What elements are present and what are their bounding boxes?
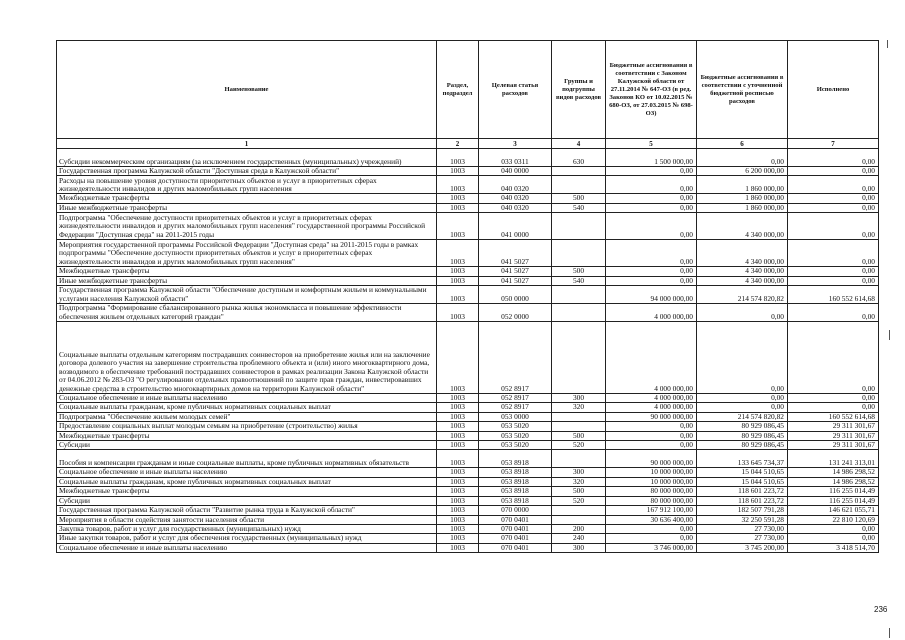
column-number: 7 <box>788 139 879 149</box>
row-name: Расходы на повышение уровня доступности приоритетных объектов и услуг в приоритетных сферах жизнедеятельности инвалидов и других маломобильных групп населения <box>57 176 437 194</box>
row-refined-allocation: 1 860 000,00 <box>697 176 788 194</box>
row-expense-group <box>552 322 606 394</box>
row-law-allocation: 30 636 400,00 <box>606 515 697 524</box>
row-refined-allocation: 15 044 510,65 <box>697 468 788 477</box>
table-row <box>57 286 879 304</box>
table-row <box>57 543 879 552</box>
row-refined-allocation: 118 601 223,72 <box>697 496 788 505</box>
row-executed: 0,00 <box>788 304 879 322</box>
row-refined-allocation: 4 340 000,00 <box>697 240 788 267</box>
table-row <box>57 167 879 176</box>
row-target-article: 070 0000 <box>479 506 552 515</box>
table-row <box>57 149 879 167</box>
row-executed: 14 986 298,52 <box>788 468 879 477</box>
row-law-allocation: 0,00 <box>606 524 697 533</box>
row-name: Государственная программа Калужской области "Доступная среда в Калужской области" <box>57 167 437 176</box>
row-law-allocation: 4 000 000,00 <box>606 304 697 322</box>
row-section: 1003 <box>437 468 479 477</box>
row-section: 1003 <box>437 477 479 486</box>
row-section: 1003 <box>437 176 479 194</box>
row-name: Субсидии <box>57 496 437 505</box>
row-target-article: 053 8918 <box>479 450 552 468</box>
header-expense-group: Группы и подгруппы видов расходов <box>552 41 606 139</box>
margin-mark <box>889 628 890 638</box>
row-section: 1003 <box>437 534 479 543</box>
row-executed: 0,00 <box>788 213 879 240</box>
header-name: Наименование <box>57 41 437 139</box>
row-expense-group: 240 <box>552 534 606 543</box>
row-section: 1003 <box>437 450 479 468</box>
row-name: Иные закупки товаров, работ и услуг для обеспечения государственных (муниципальных) нужд <box>57 534 437 543</box>
row-law-allocation: 10 000 000,00 <box>606 477 697 486</box>
column-number: 3 <box>479 139 552 149</box>
row-executed: 0,00 <box>788 240 879 267</box>
row-target-article: 052 0000 <box>479 304 552 322</box>
row-section: 1003 <box>437 322 479 394</box>
row-name: Пособия и компенсации гражданам и иные социальные выплаты, кроме публичных нормативных обязательств <box>57 450 437 468</box>
row-name: Мероприятия в области содействия занятости населения области <box>57 515 437 524</box>
row-target-article: 053 8918 <box>479 487 552 496</box>
row-name: Предоставление социальных выплат молодым семьям на приобретение (строительство) жилья <box>57 422 437 431</box>
row-target-article: 070 0401 <box>479 524 552 533</box>
row-executed: 116 255 014,49 <box>788 496 879 505</box>
row-target-article: 040 0320 <box>479 194 552 203</box>
row-executed: 29 311 301,67 <box>788 431 879 440</box>
row-law-allocation: 0,00 <box>606 213 697 240</box>
row-target-article: 041 5027 <box>479 276 552 285</box>
row-executed: 0,00 <box>788 267 879 276</box>
row-expense-group: 320 <box>552 477 606 486</box>
table-row <box>57 403 879 412</box>
row-section: 1003 <box>437 203 479 212</box>
row-executed: 0,00 <box>788 524 879 533</box>
table-row <box>57 450 879 468</box>
row-expense-group: 300 <box>552 543 606 552</box>
table-row <box>57 506 879 515</box>
row-executed: 29 311 301,67 <box>788 441 879 450</box>
row-target-article: 041 0000 <box>479 213 552 240</box>
row-target-article: 040 0000 <box>479 167 552 176</box>
row-refined-allocation: 15 044 510,65 <box>697 477 788 486</box>
table-row <box>57 322 879 394</box>
row-section: 1003 <box>437 167 479 176</box>
row-section: 1003 <box>437 149 479 167</box>
row-executed: 14 986 298,52 <box>788 477 879 486</box>
budget-execution-table <box>56 40 879 553</box>
row-expense-group: 300 <box>552 394 606 403</box>
row-section: 1003 <box>437 286 479 304</box>
row-target-article: 053 5020 <box>479 441 552 450</box>
table-row <box>57 431 879 440</box>
row-name: Социальное обеспечение и иные выплаты населению <box>57 468 437 477</box>
row-executed: 146 621 055,71 <box>788 506 879 515</box>
row-executed: 160 552 614,68 <box>788 412 879 421</box>
row-expense-group <box>552 506 606 515</box>
row-executed: 0,00 <box>788 167 879 176</box>
row-section: 1003 <box>437 515 479 524</box>
row-name: Социальное обеспечение и иные выплаты населению <box>57 394 437 403</box>
table-row <box>57 304 879 322</box>
row-expense-group: 500 <box>552 431 606 440</box>
margin-mark <box>889 330 890 340</box>
table-row <box>57 203 879 212</box>
table-row <box>57 240 879 267</box>
row-name: Иные межбюджетные трансферты <box>57 203 437 212</box>
row-section: 1003 <box>437 543 479 552</box>
table-row <box>57 515 879 524</box>
row-section: 1003 <box>437 240 479 267</box>
row-section: 1003 <box>437 403 479 412</box>
row-executed: 0,00 <box>788 276 879 285</box>
row-law-allocation: 90 000 000,00 <box>606 412 697 421</box>
row-executed: 22 810 120,69 <box>788 515 879 524</box>
row-expense-group: 520 <box>552 441 606 450</box>
row-name: Межбюджетные трансферты <box>57 267 437 276</box>
row-expense-group: 300 <box>552 468 606 477</box>
header-refined-allocations: Бюджетные ассигнования в соответствии с уточненной бюджетной росписью расходов <box>697 41 788 139</box>
row-target-article: 070 0401 <box>479 534 552 543</box>
row-target-article: 040 0320 <box>479 176 552 194</box>
row-target-article: 052 8917 <box>479 403 552 412</box>
row-expense-group <box>552 304 606 322</box>
header-row <box>57 41 879 139</box>
row-law-allocation: 0,00 <box>606 194 697 203</box>
row-name: Социальное обеспечение и иные выплаты населению <box>57 543 437 552</box>
row-executed: 0,00 <box>788 534 879 543</box>
row-law-allocation: 90 000 000,00 <box>606 450 697 468</box>
row-refined-allocation: 4 340 000,00 <box>697 276 788 285</box>
row-section: 1003 <box>437 412 479 421</box>
row-law-allocation: 0,00 <box>606 176 697 194</box>
table-row <box>57 267 879 276</box>
row-law-allocation: 0,00 <box>606 240 697 267</box>
table-row <box>57 487 879 496</box>
row-law-allocation: 0,00 <box>606 276 697 285</box>
row-section: 1003 <box>437 213 479 240</box>
row-target-article: 053 8918 <box>479 477 552 486</box>
table-row <box>57 412 879 421</box>
row-executed: 0,00 <box>788 403 879 412</box>
column-number: 2 <box>437 139 479 149</box>
row-section: 1003 <box>437 276 479 285</box>
row-target-article: 041 5027 <box>479 267 552 276</box>
row-name: Закупка товаров, работ и услуг для государственных (муниципальных) нужд <box>57 524 437 533</box>
row-expense-group: 200 <box>552 524 606 533</box>
row-law-allocation: 10 000 000,00 <box>606 468 697 477</box>
row-expense-group <box>552 450 606 468</box>
row-target-article: 053 0000 <box>479 412 552 421</box>
row-section: 1003 <box>437 304 479 322</box>
row-expense-group: 320 <box>552 403 606 412</box>
row-section: 1003 <box>437 431 479 440</box>
row-refined-allocation: 4 340 000,00 <box>697 213 788 240</box>
row-expense-group <box>552 240 606 267</box>
table-row <box>57 422 879 431</box>
row-name: Подпрограмма "Обеспечение доступности приоритетных объектов и услуг в приоритетных сферах жизнедеятельности инвалидов и других маломобильных групп населения" государственной программы Российской Федерации "Доступная среда" на 2011-2015 годы <box>57 213 437 240</box>
row-law-allocation: 1 500 000,00 <box>606 149 697 167</box>
row-executed: 0,00 <box>788 176 879 194</box>
table-row <box>57 194 879 203</box>
row-executed: 0,00 <box>788 394 879 403</box>
row-name: Мероприятия государственной программы Российской Федерации "Доступная среда" на 2011-2015 годы в рамках подпрограммы "Обеспечение доступности приоритетных объектов и услуг в приоритетных сферах жизнедеятельности инвалидов и других маломобильных групп населения" <box>57 240 437 267</box>
row-executed: 0,00 <box>788 203 879 212</box>
table-row <box>57 468 879 477</box>
row-name: Социальные выплаты отдельным категориям пострадавших соинвесторов на приобретение жилья или на заключение договора долевого участия на завершение строительства проблемного объекта и (или) иного многоквартирного дома, возводимого в обеспечение требований пострадавших соинвесторов в рамках реализации Закона Калужской области от 04.06.2012 № 283-ОЗ "О регулировании отдельных правоотношений по защите прав граждан, инвестировавших денежные средства в строительство многоквартирных домов на территории Калужской области" <box>57 322 437 394</box>
row-section: 1003 <box>437 487 479 496</box>
row-executed: 0,00 <box>788 322 879 394</box>
row-law-allocation: 0,00 <box>606 431 697 440</box>
table-row <box>57 534 879 543</box>
row-executed: 3 418 514,70 <box>788 543 879 552</box>
row-executed: 116 255 014,49 <box>788 487 879 496</box>
row-expense-group: 500 <box>552 487 606 496</box>
row-refined-allocation: 1 860 000,00 <box>697 194 788 203</box>
row-expense-group <box>552 167 606 176</box>
row-expense-group: 500 <box>552 267 606 276</box>
page-number: 236 <box>874 605 888 614</box>
row-expense-group: 630 <box>552 149 606 167</box>
row-expense-group <box>552 422 606 431</box>
row-name: Государственная программа Калужской области "Обеспечение доступным и комфортным жильем и коммунальными услугами населения Калужской области" <box>57 286 437 304</box>
row-name: Межбюджетные трансферты <box>57 431 437 440</box>
row-executed: 131 241 313,01 <box>788 450 879 468</box>
row-refined-allocation: 80 929 086,45 <box>697 422 788 431</box>
row-refined-allocation: 0,00 <box>697 394 788 403</box>
row-law-allocation: 0,00 <box>606 534 697 543</box>
column-number-row <box>57 139 879 149</box>
margin-mark <box>887 40 888 48</box>
row-refined-allocation: 80 929 086,45 <box>697 431 788 440</box>
row-refined-allocation: 118 601 223,72 <box>697 487 788 496</box>
row-name: Субсидии <box>57 441 437 450</box>
header-section: Раздел, подраздел <box>437 41 479 139</box>
row-section: 1003 <box>437 441 479 450</box>
table-row <box>57 394 879 403</box>
row-section: 1003 <box>437 394 479 403</box>
row-refined-allocation: 182 507 791,28 <box>697 506 788 515</box>
row-executed: 160 552 614,68 <box>788 286 879 304</box>
row-target-article: 053 5020 <box>479 422 552 431</box>
row-law-allocation: 80 000 000,00 <box>606 496 697 505</box>
row-law-allocation: 4 000 000,00 <box>606 322 697 394</box>
header-law-allocations: Бюджетные ассигнования в соответствии с Законом Калужской области от 27.11.2014 № 647-ОЗ (в ред. Законов КО от 10.02.2015 № 680-ОЗ, от 27.03.2015 № 698-ОЗ) <box>606 41 697 139</box>
row-expense-group: 520 <box>552 496 606 505</box>
column-number: 5 <box>606 139 697 149</box>
row-target-article: 040 0320 <box>479 203 552 212</box>
row-refined-allocation: 0,00 <box>697 149 788 167</box>
row-expense-group <box>552 412 606 421</box>
row-name: Социальные выплаты гражданам, кроме публичных нормативных социальных выплат <box>57 477 437 486</box>
row-expense-group <box>552 176 606 194</box>
column-number: 6 <box>697 139 788 149</box>
row-name: Социальные выплаты гражданам, кроме публичных нормативных социальных выплат <box>57 403 437 412</box>
row-target-article: 053 8918 <box>479 468 552 477</box>
table-row <box>57 276 879 285</box>
table-row <box>57 496 879 505</box>
table-row <box>57 477 879 486</box>
row-refined-allocation: 0,00 <box>697 304 788 322</box>
row-law-allocation: 94 000 000,00 <box>606 286 697 304</box>
table-row <box>57 524 879 533</box>
row-law-allocation: 0,00 <box>606 167 697 176</box>
row-law-allocation: 4 000 000,00 <box>606 403 697 412</box>
row-name: Субсидии некоммерческим организациям (за исключением государственных (муниципальных) учреждений) <box>57 149 437 167</box>
row-target-article: 033 0311 <box>479 149 552 167</box>
row-expense-group: 540 <box>552 276 606 285</box>
row-refined-allocation: 214 574 820,82 <box>697 412 788 421</box>
row-target-article: 052 8917 <box>479 322 552 394</box>
row-executed: 0,00 <box>788 149 879 167</box>
table-row <box>57 213 879 240</box>
row-section: 1003 <box>437 194 479 203</box>
row-refined-allocation: 4 340 000,00 <box>697 267 788 276</box>
column-number: 4 <box>552 139 606 149</box>
row-section: 1003 <box>437 496 479 505</box>
row-executed: 0,00 <box>788 194 879 203</box>
row-law-allocation: 0,00 <box>606 422 697 431</box>
row-refined-allocation: 80 929 086,45 <box>697 441 788 450</box>
row-refined-allocation: 3 745 200,00 <box>697 543 788 552</box>
row-refined-allocation: 32 250 591,28 <box>697 515 788 524</box>
row-law-allocation: 0,00 <box>606 203 697 212</box>
row-name: Подпрограмма "Обеспечение жильем молодых семей" <box>57 412 437 421</box>
row-law-allocation: 3 746 000,00 <box>606 543 697 552</box>
row-expense-group <box>552 213 606 240</box>
row-expense-group <box>552 286 606 304</box>
budget-table-page <box>56 40 878 553</box>
row-name: Иные межбюджетные трансферты <box>57 276 437 285</box>
row-target-article: 070 0401 <box>479 543 552 552</box>
row-name: Межбюджетные трансферты <box>57 194 437 203</box>
row-executed: 29 311 301,67 <box>788 422 879 431</box>
row-name: Государственная программа Калужской области "Развитие рынка труда в Калужской области" <box>57 506 437 515</box>
column-number: 1 <box>57 139 437 149</box>
row-law-allocation: 4 000 000,00 <box>606 394 697 403</box>
row-refined-allocation: 1 860 000,00 <box>697 203 788 212</box>
row-refined-allocation: 0,00 <box>697 403 788 412</box>
header-target-article: Целевая статья расходов <box>479 41 552 139</box>
row-refined-allocation: 0,00 <box>697 322 788 394</box>
row-section: 1003 <box>437 267 479 276</box>
row-target-article: 070 0401 <box>479 515 552 524</box>
row-refined-allocation: 27 730,00 <box>697 534 788 543</box>
row-target-article: 050 0000 <box>479 286 552 304</box>
row-law-allocation: 80 000 000,00 <box>606 487 697 496</box>
table-row <box>57 176 879 194</box>
row-section: 1003 <box>437 524 479 533</box>
row-section: 1003 <box>437 422 479 431</box>
row-section: 1003 <box>437 506 479 515</box>
row-refined-allocation: 214 574 820,82 <box>697 286 788 304</box>
row-refined-allocation: 6 200 000,00 <box>697 167 788 176</box>
row-name: Межбюджетные трансферты <box>57 487 437 496</box>
row-target-article: 041 5027 <box>479 240 552 267</box>
table-row <box>57 441 879 450</box>
row-refined-allocation: 27 730,00 <box>697 524 788 533</box>
row-target-article: 052 8917 <box>479 394 552 403</box>
header-executed: Исполнено <box>788 41 879 139</box>
row-target-article: 053 5020 <box>479 431 552 440</box>
row-law-allocation: 167 912 100,00 <box>606 506 697 515</box>
row-law-allocation: 0,00 <box>606 441 697 450</box>
row-name: Подпрограмма "Формирование сбалансированного рынка жилья экономкласса и повышение эффективности обеспечения жильем отдельных категорий граждан" <box>57 304 437 322</box>
row-target-article: 053 8918 <box>479 496 552 505</box>
row-expense-group: 540 <box>552 203 606 212</box>
row-expense-group: 500 <box>552 194 606 203</box>
row-law-allocation: 0,00 <box>606 267 697 276</box>
row-expense-group <box>552 515 606 524</box>
row-refined-allocation: 133 645 734,37 <box>697 450 788 468</box>
